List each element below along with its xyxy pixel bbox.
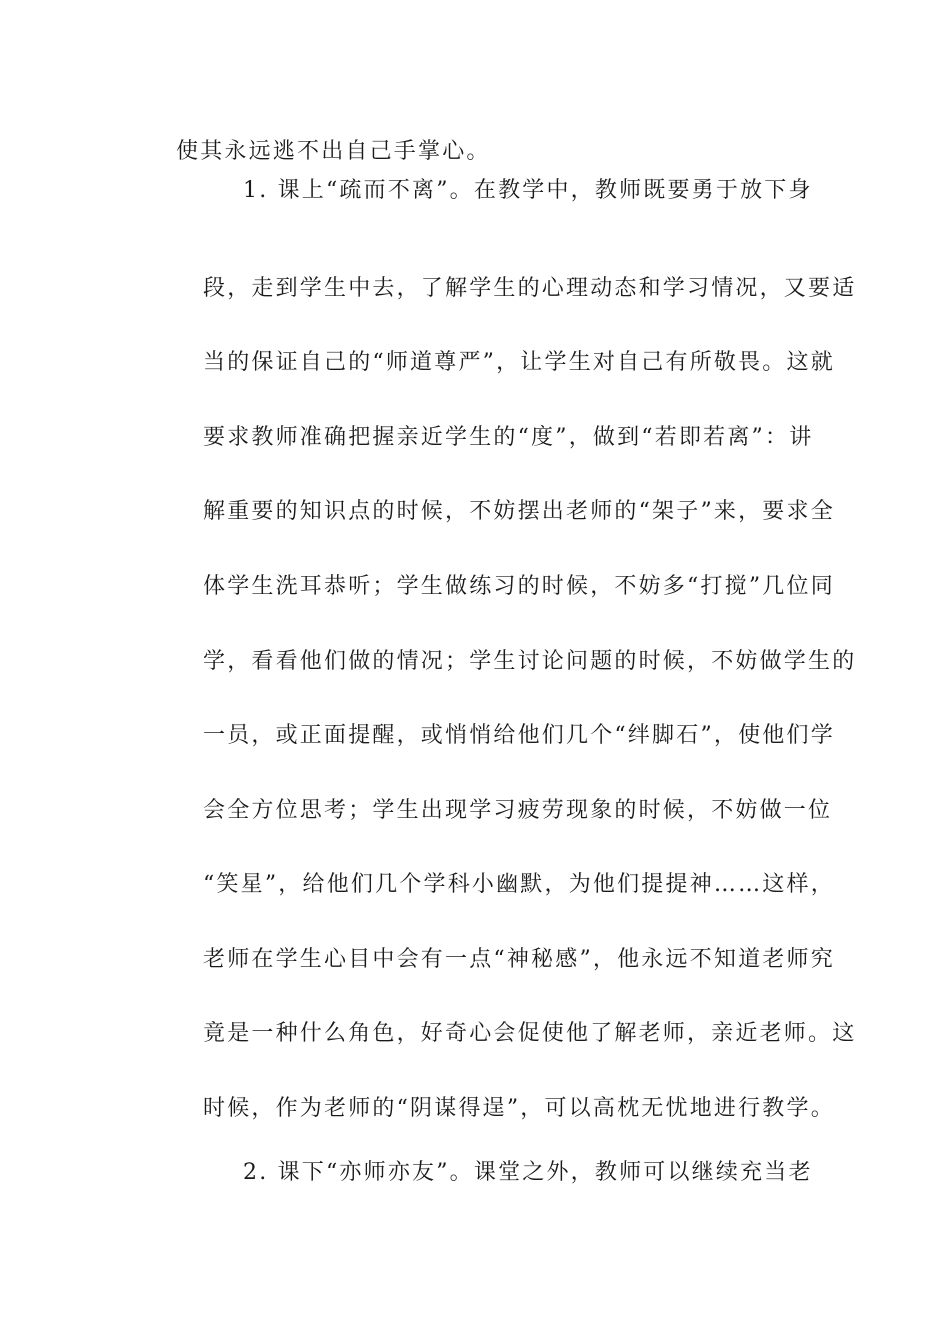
- text-line: 段，走到学生中去，了解学生的心理动态和学习情况，又要适: [203, 276, 857, 301]
- text-line: 一员，或正面提醒，或悄悄给他们几个“绊脚石”，使他们学: [203, 723, 835, 748]
- text-line: 会全方位思考；学生出现学习疲劳现象的时候，不妨做一位: [203, 798, 833, 823]
- text-line-item-1-start: 1. 课上“疏而不离”。在教学中，教师既要勇于放下身: [243, 178, 813, 203]
- text-line: 当的保证自己的“师道尊严”，让学生对自己有所敬畏。这就: [203, 350, 835, 375]
- text-line-item-2-start: 2. 课下“亦师亦友”。课堂之外，教师可以继续充当老: [243, 1160, 813, 1185]
- text-line: 老师在学生心目中会有一点“神秘感”，他永远不知道老师究: [203, 947, 835, 972]
- text-line: 解重要的知识点的时候，不妨摆出老师的“架子”来，要求全: [203, 499, 835, 524]
- text-line: 竟是一种什么角色，好奇心会促使他了解老师，亲近老师。这: [203, 1021, 857, 1046]
- text-line: “笑星”，给他们几个学科小幽默，为他们提提神……这样，: [203, 872, 835, 897]
- text-line-continuation: 使其永远逃不出自己手掌心。: [176, 139, 491, 164]
- text-line: 时候，作为老师的“阴谋得逞”，可以高枕无忧地进行教学。: [203, 1096, 835, 1121]
- text-line: 要求教师准确把握亲近学生的“度”，做到“若即若离”：讲: [203, 425, 814, 450]
- text-line: 学，看看他们做的情况；学生讨论问题的时候，不妨做学生的: [203, 649, 857, 674]
- text-line: 体学生洗耳恭听；学生做练习的时候，不妨多“打搅”几位同: [203, 574, 835, 599]
